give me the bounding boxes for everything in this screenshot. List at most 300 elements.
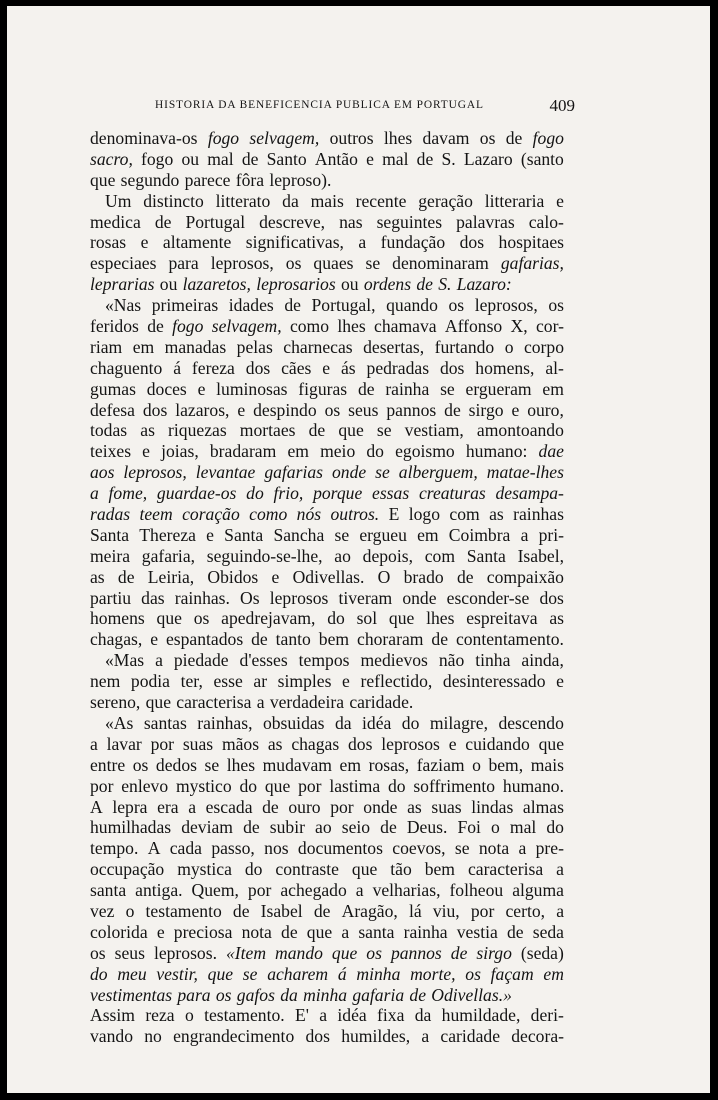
- word: idades: [228, 295, 274, 316]
- word: minha: [303, 984, 348, 1005]
- word: e: [197, 378, 206, 399]
- word: geração: [418, 190, 473, 211]
- word: rosas,: [368, 754, 410, 775]
- word: mais: [530, 754, 564, 775]
- word: que: [90, 169, 116, 190]
- word: verdadeira: [269, 692, 345, 713]
- word: do: [546, 817, 564, 838]
- word: gafaria,: [141, 545, 196, 566]
- word: á: [173, 357, 182, 378]
- word: frio,: [273, 483, 304, 504]
- word: manadas: [164, 336, 227, 357]
- word: espreitava: [466, 608, 538, 629]
- word: folheou: [449, 880, 504, 901]
- word: e: [511, 399, 520, 420]
- word: Deus.: [406, 817, 448, 838]
- word: leprosos: [269, 587, 329, 608]
- word: lhes: [226, 754, 256, 775]
- word: ergueu: [359, 524, 407, 545]
- word: as: [140, 420, 155, 441]
- word: e: [237, 399, 246, 420]
- word: recente: [355, 190, 407, 211]
- word: gafarias,: [500, 253, 564, 274]
- word: gafos: [236, 984, 275, 1005]
- word: E': [295, 1005, 309, 1026]
- word: as: [549, 608, 564, 629]
- word: fogo: [172, 316, 204, 337]
- word: e: [366, 148, 374, 169]
- word: ao: [315, 817, 332, 838]
- word: pannos: [386, 399, 437, 420]
- word: despindo: [253, 399, 317, 420]
- text-line: [90, 149, 564, 170]
- word: teixes: [90, 441, 132, 462]
- word: de: [243, 817, 260, 838]
- text-line: [90, 880, 564, 901]
- text-line: [90, 985, 564, 1006]
- word: pri-: [538, 524, 564, 545]
- word: como: [289, 316, 330, 337]
- word: lazaretos,: [182, 274, 251, 295]
- word: os: [285, 253, 302, 274]
- word: homens: [90, 608, 145, 629]
- word: lhes: [426, 608, 455, 629]
- word: mystica: [177, 859, 232, 880]
- word: hospitaes: [498, 232, 564, 253]
- word: acharem: [267, 963, 329, 984]
- word: dae: [538, 441, 564, 462]
- word: milagre,: [429, 712, 488, 733]
- word: lepra: [112, 796, 148, 817]
- word: vando: [90, 1026, 133, 1047]
- text-line: [90, 128, 564, 149]
- word: Santa: [466, 545, 506, 566]
- text-line: [90, 212, 564, 233]
- word: tiveram: [338, 587, 393, 608]
- word: leprosos: [381, 733, 440, 754]
- word: a: [188, 796, 197, 817]
- word: rainhas.: [174, 587, 230, 608]
- word: coevos,: [392, 838, 446, 859]
- word: humano:: [465, 441, 528, 462]
- word: medievos: [360, 650, 428, 671]
- word: entre: [90, 754, 126, 775]
- word: de: [117, 566, 135, 587]
- word: lá: [408, 900, 422, 921]
- word: que: [264, 775, 291, 796]
- word: do: [401, 712, 420, 733]
- word: seus: [114, 942, 145, 963]
- word: medica: [90, 211, 141, 232]
- word: pedradas: [366, 357, 430, 378]
- word: de: [251, 629, 268, 650]
- text-line: [90, 588, 564, 609]
- word: humilhadas: [90, 817, 172, 838]
- word: ter,: [180, 671, 203, 692]
- word: a: [319, 1005, 328, 1026]
- book-page: [7, 6, 710, 1093]
- word: pre-: [535, 838, 564, 859]
- word: vestia: [456, 921, 498, 942]
- word: e: [271, 566, 280, 587]
- word: al-: [545, 357, 564, 378]
- word: por: [470, 900, 495, 921]
- word: E: [388, 504, 400, 525]
- word: santa: [90, 880, 127, 901]
- word: certo,: [505, 900, 546, 921]
- word: occupação: [90, 859, 165, 880]
- word: litterato: [215, 190, 271, 211]
- word: figuras: [298, 378, 348, 399]
- word: deviam: [181, 817, 233, 838]
- word: Antão: [314, 148, 358, 169]
- word: mais: [310, 190, 344, 211]
- word: radas: [90, 504, 131, 525]
- word: meira: [90, 545, 131, 566]
- word: para: [168, 253, 199, 274]
- word: que: [351, 859, 378, 880]
- word: nota: [478, 838, 510, 859]
- word: nem: [90, 671, 121, 692]
- word: furtando: [434, 336, 495, 357]
- word: significativas,: [245, 232, 344, 253]
- word: preciosa: [173, 921, 233, 942]
- word: matae-lhes: [486, 462, 564, 483]
- word: rosas: [90, 232, 127, 253]
- word: com: [449, 504, 480, 525]
- word: Portugal: [185, 211, 246, 232]
- word: vez: [90, 900, 115, 921]
- word: e: [142, 441, 150, 462]
- text-line: [90, 483, 564, 504]
- text-line: [90, 671, 564, 692]
- word: do: [366, 441, 384, 462]
- word: leprarias: [90, 274, 155, 295]
- text-line: [90, 964, 564, 985]
- word: descreve,: [259, 211, 326, 232]
- word: para: [177, 984, 211, 1005]
- text-line: [90, 525, 564, 546]
- word: todas: [90, 420, 128, 441]
- word: homens,: [475, 357, 535, 378]
- word: suas: [431, 796, 462, 817]
- word: reflectido,: [360, 671, 433, 692]
- word: humildade,: [441, 1005, 521, 1026]
- word: por: [330, 796, 354, 817]
- page-number: 409: [549, 96, 575, 115]
- text-line: [90, 274, 564, 295]
- word: de: [506, 921, 524, 942]
- word: mando: [275, 942, 323, 963]
- word: os: [548, 295, 564, 316]
- word: compaixão: [486, 566, 564, 587]
- word: soffrimento: [413, 775, 496, 796]
- word: Sancha: [273, 524, 325, 545]
- word: que: [207, 963, 234, 984]
- word: escada: [205, 796, 253, 817]
- word: tempos: [298, 650, 350, 671]
- word: podia: [130, 671, 170, 692]
- word: desampa-: [495, 483, 564, 504]
- word: Thereza: [139, 524, 196, 545]
- word: dos: [459, 232, 485, 253]
- word: doces: [146, 378, 187, 399]
- word: bem: [424, 859, 455, 880]
- word: de: [241, 148, 259, 169]
- word: da: [334, 712, 352, 733]
- word: de: [431, 629, 448, 650]
- word: (santo: [520, 148, 564, 169]
- word: segundo: [120, 169, 180, 190]
- word: os: [465, 963, 481, 984]
- word: os: [193, 608, 210, 629]
- word: charnecas: [283, 336, 353, 357]
- word: Isabel,: [517, 545, 564, 566]
- word: de: [456, 566, 474, 587]
- word: dedos: [155, 754, 197, 775]
- word: o: [125, 900, 135, 921]
- page-header: [155, 96, 575, 118]
- word: fogo: [532, 128, 564, 148]
- text-line: [90, 504, 564, 525]
- word: selvagem,: [249, 128, 320, 148]
- word: mal: [509, 817, 537, 838]
- word: sirgo: [476, 942, 512, 963]
- word: chagas: [291, 733, 340, 754]
- word: ao: [334, 545, 351, 566]
- word: por: [247, 880, 272, 901]
- word: guardae-os: [156, 483, 237, 504]
- word: lindas: [471, 796, 514, 817]
- word: de: [262, 796, 279, 817]
- body-text: [90, 128, 564, 1047]
- word: de: [444, 399, 461, 420]
- word: ordens: [363, 274, 412, 295]
- word: O: [377, 566, 391, 587]
- word: luminosas: [216, 378, 288, 399]
- text-line: [90, 692, 564, 713]
- word: seguintes: [376, 211, 443, 232]
- text-line: [90, 1026, 564, 1047]
- word: almas: [522, 796, 564, 817]
- word: se: [440, 378, 455, 399]
- word: ergueram: [465, 378, 532, 399]
- word: as: [267, 733, 283, 754]
- word: os: [366, 942, 382, 963]
- word: «As: [105, 712, 134, 733]
- text-line: [90, 400, 564, 421]
- word: era: [157, 796, 179, 817]
- word: humano.: [502, 775, 564, 796]
- word: especiaes: [90, 253, 157, 274]
- word: dos: [539, 587, 564, 608]
- text-line: [90, 441, 564, 462]
- word: humildes,: [341, 1026, 411, 1047]
- text-line: [90, 253, 564, 274]
- word: á: [337, 963, 347, 984]
- word: a: [556, 900, 564, 921]
- word: onde: [402, 587, 437, 608]
- word: das: [141, 587, 165, 608]
- word: idéa: [337, 1005, 367, 1026]
- word: obsuidas: [262, 712, 325, 733]
- word: em: [339, 754, 362, 775]
- word: vestimentas: [90, 984, 173, 1005]
- word: sacro,: [90, 148, 133, 169]
- word: se: [204, 754, 220, 775]
- word: dos: [439, 357, 465, 378]
- word: e: [448, 733, 457, 754]
- word: que: [538, 733, 564, 754]
- text-line: [90, 420, 564, 441]
- word: leprosarios: [256, 274, 336, 295]
- word: ou: [159, 274, 178, 295]
- word: documentos: [297, 838, 383, 859]
- word: no: [144, 1026, 162, 1047]
- word: suas: [182, 733, 214, 754]
- word: mal: [207, 148, 234, 169]
- word: façam: [490, 963, 534, 984]
- word: engrandecimento: [173, 1026, 295, 1047]
- word: e: [556, 671, 564, 692]
- word: ou: [340, 274, 359, 295]
- word: de: [284, 295, 301, 316]
- word: Odivellas.: [292, 566, 365, 587]
- word: descendo: [498, 712, 564, 733]
- word: simples: [277, 671, 332, 692]
- word: leprosos.: [153, 942, 217, 963]
- text-line: [90, 358, 564, 379]
- text-line: [90, 734, 564, 755]
- word: os: [132, 754, 149, 775]
- word: a: [421, 1026, 430, 1047]
- word: A: [90, 796, 103, 817]
- word: testamento.: [204, 1005, 285, 1026]
- word: (seda): [520, 942, 564, 963]
- word: a: [90, 483, 99, 504]
- word: «Nas: [105, 295, 142, 316]
- text-line: [90, 797, 564, 818]
- word: Os: [240, 587, 260, 608]
- word: viu,: [432, 900, 460, 921]
- word: de: [313, 900, 331, 921]
- word: desertas,: [363, 336, 425, 357]
- word: mãos: [221, 733, 260, 754]
- word: que: [388, 608, 415, 629]
- word: Assim: [90, 1005, 135, 1026]
- word: a: [341, 921, 350, 942]
- word: o: [491, 817, 500, 838]
- word: da: [414, 1005, 432, 1026]
- word: da: [282, 190, 299, 211]
- word: caracterisa: [176, 692, 252, 713]
- text-line: [90, 546, 564, 567]
- word: depois,: [362, 545, 413, 566]
- word: contraste: [275, 859, 339, 880]
- word: faziam: [416, 754, 465, 775]
- word: esse: [213, 671, 243, 692]
- word: leprosos,: [474, 295, 538, 316]
- word: Quem,: [191, 880, 239, 901]
- word: ar: [253, 671, 268, 692]
- word: de: [416, 274, 433, 295]
- word: vestir,: [156, 963, 198, 984]
- text-line: [90, 776, 564, 797]
- word: seio: [341, 817, 371, 838]
- word: as: [90, 566, 105, 587]
- word: contentamento.: [455, 629, 564, 650]
- word: esconder-se: [446, 587, 530, 608]
- word: Lazaro: [463, 148, 513, 169]
- word: joias,: [161, 441, 199, 462]
- word: os: [90, 942, 106, 963]
- word: porque: [313, 483, 363, 504]
- word: rainha: [403, 921, 448, 942]
- text-line: [90, 1005, 564, 1026]
- word: riquezas: [168, 420, 227, 441]
- word: ainda,: [521, 650, 564, 671]
- word: cada: [169, 838, 202, 859]
- word: nas: [339, 211, 363, 232]
- word: A: [147, 838, 161, 859]
- word: tão: [390, 859, 412, 880]
- word: enlevo: [121, 775, 169, 796]
- word: parece: [184, 169, 231, 190]
- word: de: [505, 128, 523, 148]
- word: levantae: [195, 462, 256, 483]
- word: de: [281, 921, 298, 942]
- word: nota: [241, 921, 272, 942]
- word: que: [156, 608, 182, 629]
- word: seda: [532, 921, 564, 942]
- word: chagas,: [90, 629, 143, 650]
- text-line: [90, 838, 564, 859]
- word: denominava-os: [90, 128, 198, 148]
- text-line: [90, 316, 564, 337]
- word: com: [424, 545, 456, 566]
- word: amontoando: [476, 420, 564, 441]
- word: Odivellas.»: [431, 984, 512, 1005]
- word: davam: [422, 128, 470, 148]
- word: que: [306, 921, 333, 942]
- word: litteraria: [484, 190, 545, 211]
- word: dos: [245, 357, 271, 378]
- word: piedade: [173, 650, 229, 671]
- word: meio: [320, 441, 356, 462]
- word: outros.: [330, 504, 380, 525]
- word: lazaros,: [175, 399, 230, 420]
- text-line: [90, 713, 564, 734]
- text-line: [90, 755, 564, 776]
- word: lhes: [337, 316, 366, 337]
- word: quando: [386, 295, 438, 316]
- word: Portugal,: [311, 295, 376, 316]
- word: do: [246, 483, 264, 504]
- word: por: [298, 775, 322, 796]
- text-line: [90, 859, 564, 880]
- text-line: [90, 608, 564, 629]
- word: mal: [382, 148, 409, 169]
- word: e: [342, 671, 350, 692]
- word: se: [242, 963, 258, 984]
- word: velharias,: [372, 880, 441, 901]
- word: onde: [331, 462, 367, 483]
- text-line: [90, 170, 564, 191]
- word: Coimbra: [448, 524, 511, 545]
- word: d'esses: [239, 650, 288, 671]
- word: tinha: [475, 650, 511, 671]
- word: X,: [510, 316, 528, 337]
